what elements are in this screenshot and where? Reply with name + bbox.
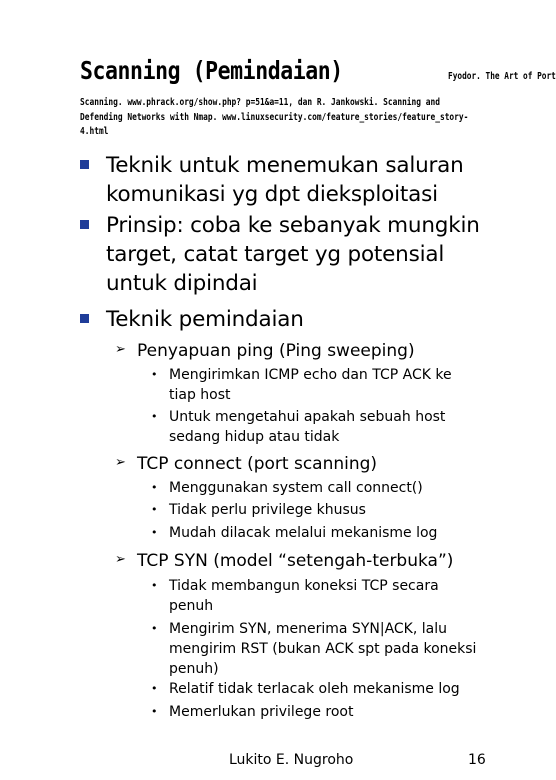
list-line: sedang hidup atau tidak <box>169 429 340 445</box>
bullet-text <box>106 305 506 334</box>
list-line: Mengirim SYN, menerima SYN|ACK, lalu <box>169 621 447 637</box>
list-item-text <box>169 576 491 616</box>
bullet-line: Teknik untuk menemukan saluran <box>106 153 464 178</box>
dot-bullet-icon: • <box>151 579 158 592</box>
arrow-bullet-icon: ➢ <box>115 342 126 357</box>
dot-bullet-icon: • <box>151 682 158 695</box>
arrow-bullet-icon: ➢ <box>115 455 126 470</box>
footer-author: Lukito E. Nugroho <box>229 752 354 768</box>
bullet-line: target, catat target yg potensial <box>106 242 445 267</box>
title-row <box>80 56 556 85</box>
bullet-line: komunikasi yg dpt dieksploitasi <box>106 182 438 207</box>
list-line: tiap host <box>169 387 231 403</box>
list-item-text <box>169 365 491 405</box>
list-line: Untuk mengetahui apakah sebuah host <box>169 409 446 425</box>
dot-bullet-icon: • <box>151 705 158 718</box>
bullet-text <box>106 211 506 298</box>
bullet-line: Teknik pemindaian <box>106 307 304 332</box>
list-item-text <box>169 500 491 520</box>
dot-bullet-icon: • <box>151 526 158 539</box>
bullet-line: untuk dipindai <box>106 271 258 296</box>
list-item-text <box>169 523 491 543</box>
list-line: Mudah dilacak melalui mekanisme log <box>169 525 438 541</box>
reference-line: Defending Networks with Nmap. www.linuxsecurity.com/feature_stories/feature_story- <box>80 111 469 123</box>
sub-bullet-label: TCP connect (port scanning) <box>137 454 378 474</box>
list-line: mengirim RST (bukan ACK spt pada koneksi <box>169 641 477 657</box>
list-line: Relatif tidak terlacak oleh mekanisme log <box>169 681 460 697</box>
references <box>80 96 506 140</box>
bullet-text <box>106 151 506 209</box>
dot-bullet-icon: • <box>151 481 158 494</box>
bullet-line: Prinsip: coba ke sebanyak mungkin <box>106 213 480 238</box>
list-line: Mengirimkan ICMP echo dan TCP ACK ke <box>169 367 452 383</box>
list-item-text <box>169 619 491 679</box>
arrow-bullet-icon: ➢ <box>115 552 126 567</box>
dot-bullet-icon: • <box>151 622 158 635</box>
list-line: Menggunakan system call connect() <box>169 480 423 496</box>
square-bullet-icon <box>80 160 89 169</box>
list-item-text <box>169 702 491 722</box>
square-bullet-icon <box>80 220 89 229</box>
list-line: penuh) <box>169 661 219 677</box>
page-number: 16 <box>468 752 486 768</box>
square-bullet-icon <box>80 314 89 323</box>
list-line: Memerlukan privilege root <box>169 704 354 720</box>
list-item-text <box>169 679 491 699</box>
reference-line: Scanning. www.phrack.org/show.php? p=51&a=11, dan R. Jankowski. Scanning and <box>80 97 440 108</box>
list-line: penuh <box>169 598 214 614</box>
dot-bullet-icon: • <box>151 368 158 381</box>
slide-title: Scanning (Pemindaian) <box>80 56 343 85</box>
list-item-text <box>169 478 491 498</box>
sub-bullet-label: TCP SYN (model “setengah-terbuka”) <box>137 551 454 571</box>
list-line: Tidak membangun koneksi TCP secara <box>169 578 439 594</box>
dot-bullet-icon: • <box>151 410 158 423</box>
sub-bullet-label: Penyapuan ping (Ping sweeping) <box>137 341 415 361</box>
dot-bullet-icon: • <box>151 503 158 516</box>
title-source: Fyodor. The Art of Port <box>448 71 556 82</box>
list-line: Tidak perlu privilege khusus <box>169 502 366 518</box>
reference-line: 4.html <box>80 126 109 137</box>
list-item-text <box>169 407 491 447</box>
